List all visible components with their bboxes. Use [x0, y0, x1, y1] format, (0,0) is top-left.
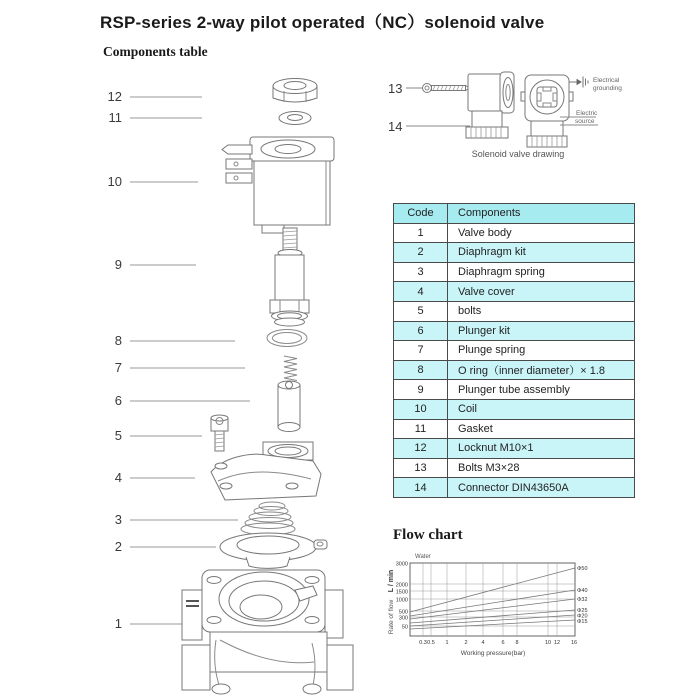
item-label-13: 13 [388, 81, 403, 96]
cell-component: Gasket [448, 419, 635, 439]
cell-component: Coil [448, 399, 635, 419]
part-label-2: 2 [114, 539, 122, 554]
part-label-5: 5 [114, 428, 122, 443]
cell-component: O ring（inner diameter）× 1.8 [448, 360, 635, 380]
table-row [394, 380, 635, 400]
grounding-label-line2: grounding [593, 85, 622, 92]
curve-d50 [410, 568, 575, 612]
cell-component: Bolts M3×28 [448, 458, 635, 478]
cell-code: 8 [394, 360, 448, 380]
cell-code: 5 [394, 301, 448, 321]
part-label-6: 6 [114, 393, 122, 408]
components-table [393, 203, 635, 498]
screw-icon [423, 84, 470, 93]
x-tick: 0.3 [419, 640, 427, 646]
series-label-d25: Φ25 [577, 608, 588, 614]
x-tick: 0.5 [427, 640, 435, 646]
part-label-4: 4 [114, 470, 122, 485]
part-label-10: 10 [107, 174, 122, 189]
y-axis-unit-label: L / min [388, 569, 395, 593]
water-annotation: Water [415, 554, 431, 560]
part-diaphragm-spring [241, 502, 295, 535]
cell-code: 9 [394, 380, 448, 400]
cell-code: 11 [394, 419, 448, 439]
connector-front-view [521, 75, 573, 147]
x-axis-label: Working pressure(bar) [460, 650, 526, 657]
x-tick: 1 [445, 640, 449, 646]
table-row [394, 458, 635, 478]
part-label-1: 1 [114, 616, 122, 631]
part-plunge-spring [284, 356, 297, 381]
exploded-view-diagram [90, 65, 380, 700]
flow-curves [410, 568, 575, 629]
table-row [394, 399, 635, 419]
table-row [394, 419, 635, 439]
table-row [394, 360, 635, 380]
cell-code: 13 [394, 458, 448, 478]
cell-component: Diaphragm kit [448, 243, 635, 263]
table-header-row [394, 204, 635, 224]
cell-component: Valve cover [448, 282, 635, 302]
part-valve-body [182, 570, 353, 694]
page-title: RSP-series 2-way pilot operated（NC）solenoid valve [100, 13, 545, 32]
part-locknut [273, 79, 317, 103]
part-label-3: 3 [114, 512, 122, 527]
cell-code: 6 [394, 321, 448, 341]
source-label-line2: source [575, 118, 595, 125]
y-axis-label: Rate of flow [388, 599, 395, 635]
part-gasket [279, 112, 311, 125]
series-labels [577, 566, 588, 625]
y-tick: 500 [398, 609, 408, 616]
x-tick: 2 [464, 640, 468, 646]
x-tick: 12 [553, 640, 561, 646]
y-tick: 2000 [395, 582, 408, 589]
part-label-8: 8 [114, 333, 122, 348]
y-tick: 3000 [395, 561, 408, 568]
x-tick: 4 [481, 640, 485, 646]
table-header-code: Code [394, 204, 448, 224]
part-label-7: 7 [114, 360, 122, 375]
series-label-d50: Φ50 [577, 566, 588, 572]
plot-border [410, 563, 575, 636]
cell-component: bolts [448, 301, 635, 321]
table-row [394, 262, 635, 282]
x-tick: 16 [570, 640, 578, 646]
part-plunger-tube [270, 228, 309, 326]
table-row [394, 282, 635, 302]
components-table-label: Components table [103, 44, 208, 59]
series-label-d32: Φ32 [577, 597, 588, 603]
part-label-11: 11 [108, 110, 122, 125]
cell-code: 2 [394, 243, 448, 263]
cell-component: Plunger tube assembly [448, 380, 635, 400]
part-o-ring [267, 330, 307, 347]
x-tick: 10 [544, 640, 552, 646]
table-header-components: Components [448, 204, 635, 224]
table-row [394, 341, 635, 361]
cell-component: Diaphragm spring [448, 262, 635, 282]
source-label-line1: Electric [576, 110, 598, 117]
cell-component: Plunge spring [448, 341, 635, 361]
part-label-12: 12 [107, 89, 122, 104]
grounding-label-line1: Electrical [593, 77, 620, 84]
part-valve-cover [211, 442, 321, 500]
table-row [394, 439, 635, 459]
x-tick: 8 [515, 640, 519, 646]
table-row [394, 478, 635, 498]
y-tick: 50 [401, 624, 408, 631]
part-label-9: 9 [114, 257, 122, 272]
table-row [394, 301, 635, 321]
x-tick: 6 [501, 640, 505, 646]
connector-side-view [466, 72, 514, 138]
cell-code: 1 [394, 223, 448, 243]
x-axis-ticks [419, 640, 577, 646]
y-tick: 300 [398, 615, 408, 622]
cell-component: Connector DIN43650A [448, 478, 635, 498]
flow-chart-title: Flow chart [393, 527, 463, 543]
table-row [394, 223, 635, 243]
cell-component: Plunger kit [448, 321, 635, 341]
series-label-d40: Φ40 [577, 588, 588, 594]
cell-component: Valve body [448, 223, 635, 243]
cell-code: 3 [394, 262, 448, 282]
series-label-d20: Φ20 [577, 613, 588, 620]
solenoid-valve-drawing-caption: Solenoid valve drawing [471, 149, 565, 159]
grid-lines [410, 563, 575, 636]
y-tick: 1500 [395, 589, 408, 596]
y-tick: 1000 [395, 597, 408, 604]
flow-chart [383, 545, 623, 680]
cell-code: 14 [394, 478, 448, 498]
part-plunger [278, 381, 300, 432]
cell-code: 4 [394, 282, 448, 302]
part-bolt [211, 415, 228, 451]
cell-code: 12 [394, 439, 448, 459]
y-axis-ticks [396, 562, 408, 631]
table-row [394, 243, 635, 263]
cell-code: 10 [394, 399, 448, 419]
series-label-d15: Φ15 [577, 619, 588, 625]
cell-code: 7 [394, 341, 448, 361]
part-coil [222, 137, 334, 233]
item-label-14: 14 [388, 119, 403, 134]
curve-d32 [410, 599, 575, 619]
cell-component: Locknut M10×1 [448, 439, 635, 459]
part-diaphragm [220, 533, 327, 568]
table-row [394, 321, 635, 341]
ground-symbol-icon [569, 77, 588, 88]
